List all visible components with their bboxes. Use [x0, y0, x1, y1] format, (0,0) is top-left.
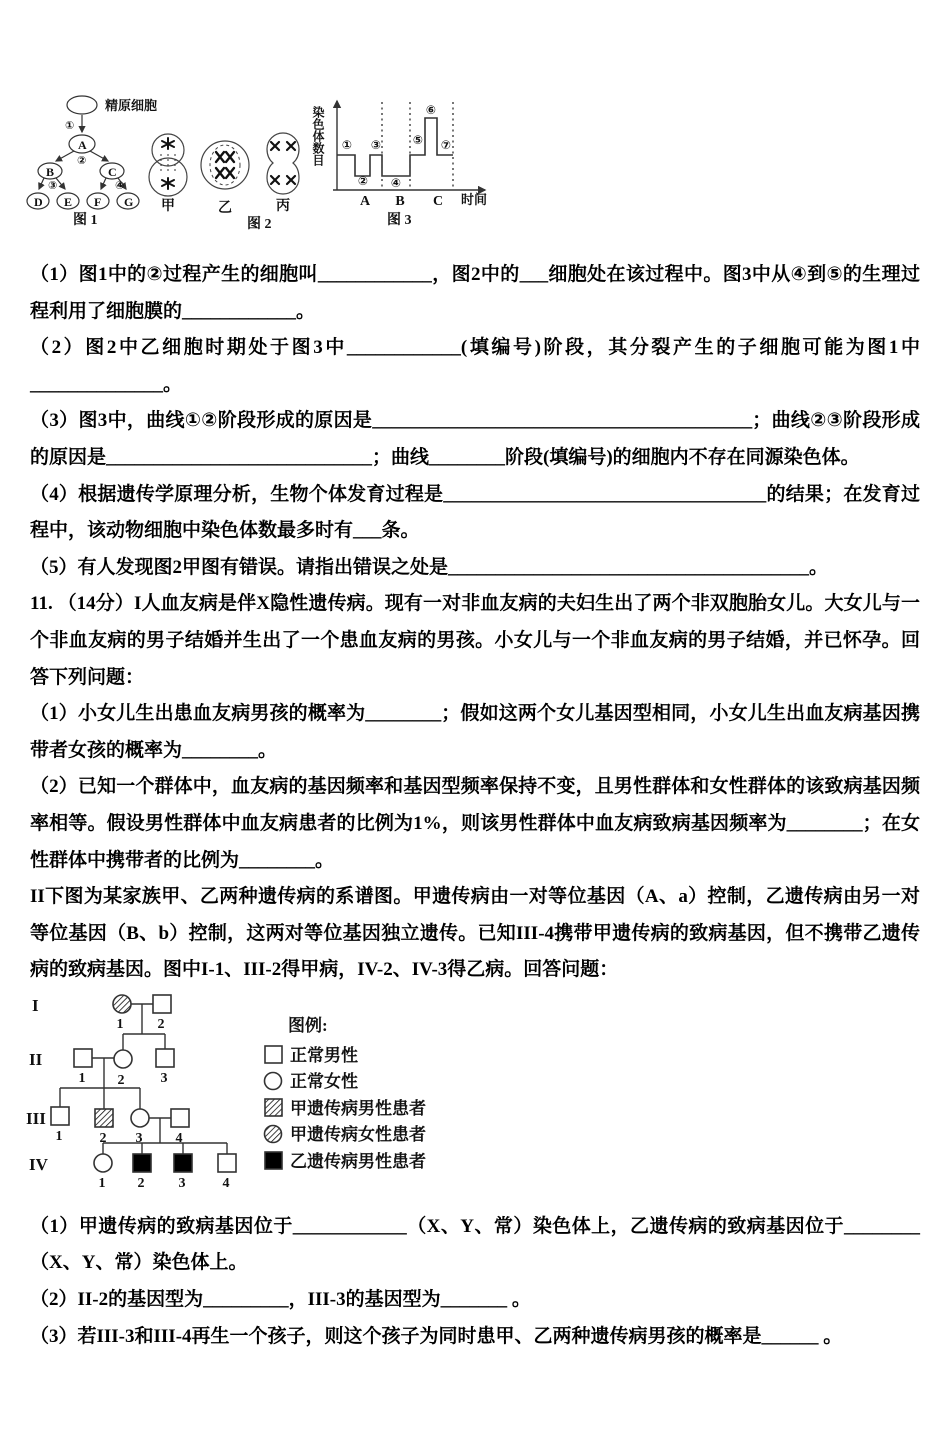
q10-item-3: （3）图3中，曲线①②阶段形成的原因是________________________________________；曲线②③阶段形成的原因是____________________________；曲线________阶段(填编号)的细胞内不存在同源染色体。 [30, 410, 920, 468]
pedigree-individual-IV-1 [94, 1154, 112, 1172]
curve-point-3: ③ [370, 138, 382, 152]
num-I-1: 1 [116, 1016, 124, 1032]
figure-2-cells [149, 133, 299, 232]
q10-item-2: （2）图2中乙细胞时期处于图3中____________(填编号)阶段，其分裂产生的子细胞可能为图1中______________。 [30, 337, 920, 395]
cell-F-letter: F [94, 195, 102, 209]
step-2-label: ② [77, 155, 87, 167]
q10-item-1: （1）图1中的②过程产生的细胞叫____________，图2中的___细胞处在该过程中。图3中从④到⑤的生理过程利用了细胞膜的____________。 [30, 264, 920, 322]
q11-item-2: （2）已知一个群体中，血友病的基因频率和基因型频率保持不变，且男性群体和女性群体的该致病基因频率相等。假设男性群体中血友病患者的比例为1%，则该男性群体中血友病致病基因频率为________；在女性群体中携带者的比例为________。 [30, 776, 920, 871]
legend-label-disease-a-male: 甲遗传病男性患者 [290, 1098, 426, 1118]
q11-intro: 11. （14分）I人血友病是伴X隐性遗传病。现有一对非血友病的夫妇生出了两个非双胞胎女儿。大女儿与一个非血友病的男子结婚并生出了一个患血友病的男孩。小女儿与一个非血友病的男子结婚，并已怀孕。回答下列问题： [30, 593, 920, 688]
legend-title: 图例: [288, 1015, 328, 1035]
phase-B-label: B [395, 194, 405, 209]
legend-filled-square-icon [265, 1152, 282, 1169]
figure-2-caption: 图 2 [247, 217, 272, 232]
curve-point-4: ④ [390, 176, 402, 190]
part2-item-1: （1）甲遗传病的致病基因位于____________（X、Y、常）染色体上，乙遗传病的致病基因位于________（X、Y、常）染色体上。 [30, 1215, 920, 1274]
num-I-2: 2 [157, 1016, 165, 1032]
pedigree-figure [20, 991, 950, 1201]
cell-G-letter: G [124, 195, 134, 209]
pedigree-individual-IV-2 [133, 1154, 151, 1172]
pedigree-individual-IV-4 [218, 1154, 236, 1172]
x-axis-label: 时间 [461, 192, 488, 207]
generation-I-label: I [32, 995, 39, 1015]
num-II-2: 2 [117, 1072, 125, 1088]
cell-A-letter: A [78, 138, 87, 152]
num-III-1: 1 [55, 1128, 63, 1144]
top-figures [25, 88, 950, 245]
cell-division-figures-svg [25, 88, 495, 240]
part2-item-3: （3）若III-3和III-4再生一个孩子，则这个孩子为同时患甲、乙两种遗传病男孩的概率是______ 。 [30, 1325, 843, 1347]
legend-label-normal-male: 正常男性 [290, 1045, 358, 1065]
pedigree-individual-III-4 [171, 1109, 189, 1127]
pedigree-individual-IV-3 [174, 1154, 192, 1172]
legend-label-normal-female: 正常女性 [290, 1071, 358, 1091]
pedigree-individual-III-2 [95, 1109, 113, 1127]
num-IV-3: 3 [178, 1175, 186, 1191]
step-4-label: ④ [115, 180, 125, 192]
num-III-4: 4 [175, 1130, 183, 1146]
cell-yi-drawing [201, 141, 249, 216]
curve-point-5: ⑤ [412, 133, 424, 147]
curve-point-6: ⑥ [425, 103, 437, 117]
legend-empty-square-icon [265, 1046, 282, 1063]
curve-point-1: ① [341, 138, 353, 152]
cell-E-letter: E [64, 195, 73, 209]
q10-item-5: （5）有人发现图2甲图有错误。请指出错误之处是______________________________________。 [30, 556, 829, 578]
cell-jia-drawing [149, 134, 187, 214]
legend-label-disease-b-male: 乙遗传病男性患者 [290, 1151, 426, 1171]
curve-point-7: ⑦ [440, 138, 452, 152]
curve-point-2: ② [357, 174, 369, 188]
pedigree-individual-II-2 [114, 1050, 132, 1068]
figure-3-chart [311, 101, 487, 228]
legend-hatched-square-icon [265, 1099, 282, 1116]
legend-empty-circle-icon [265, 1072, 282, 1089]
step-1-label: ① [65, 120, 75, 132]
cell-bing-label: 丙 [276, 199, 290, 214]
pedigree-individual-III-3 [131, 1109, 149, 1127]
pedigree-individual-I-1 [113, 995, 131, 1013]
pedigree-individual-I-2 [153, 995, 171, 1013]
pedigree-individual-II-3 [156, 1049, 174, 1067]
step-3-label: ③ [48, 180, 58, 192]
phase-A-label: A [359, 194, 371, 209]
phase-C-label: C [432, 194, 444, 209]
generation-II-label: II [29, 1049, 43, 1069]
generation-IV-label: IV [29, 1154, 48, 1174]
pedigree-individual-III-1 [51, 1107, 69, 1125]
num-II-3: 3 [160, 1070, 168, 1086]
part2-item-2: （2）II-2的基因型为_________，III-3的基因型为_______ 。 [30, 1289, 531, 1311]
y-axis-label: 染色体数目 [311, 106, 325, 166]
legend-label-disease-a-female: 甲遗传病女性患者 [290, 1124, 426, 1144]
num-III-2: 2 [99, 1130, 107, 1146]
cell-B-letter: B [46, 165, 55, 179]
chromosome-number-curve [337, 118, 453, 176]
cell-yi-label: 乙 [218, 201, 232, 216]
pedigree-individual-II-1 [74, 1049, 92, 1067]
cell-bing-drawing [267, 133, 299, 214]
generation-labels [26, 996, 49, 1174]
spermatogonium-label: 精原细胞 [105, 98, 158, 113]
num-IV-2: 2 [137, 1175, 145, 1191]
spermatogonium-oval [67, 96, 97, 114]
figure-1-lineage-tree [27, 96, 157, 228]
pedigree-legend [265, 1015, 427, 1171]
num-IV-4: 4 [222, 1175, 230, 1191]
pedigree-svg [20, 991, 490, 1196]
num-IV-1: 1 [98, 1175, 106, 1191]
part2-question-block [30, 1209, 920, 1355]
figure-1-caption: 图 1 [73, 213, 98, 228]
question-text-block [30, 257, 920, 989]
cell-D-letter: D [34, 195, 43, 209]
cell-jia-label: 甲 [161, 199, 175, 214]
figure-3-caption: 图 3 [387, 213, 412, 228]
num-III-3: 3 [135, 1130, 143, 1146]
q11-item-1: （1）小女儿生出患血友病男孩的概率为________；假如这两个女儿基因型相同，小女儿生出血友病基因携带者女孩的概率为________。 [30, 703, 920, 761]
legend-hatched-circle-icon [265, 1125, 282, 1142]
generation-III-label: III [26, 1108, 46, 1128]
cell-C-letter: C [108, 165, 117, 179]
q10-item-4: （4）根据遗传学原理分析，生物个体发育过程是__________________________________的结果；在发育过程中，该动物细胞中染色体数最多时有___条。 [30, 483, 920, 542]
q11-part2-intro: II下图为某家族甲、乙两种遗传病的系谱图。甲遗传病由一对等位基因（A、a）控制，乙遗传病由另一对等位基因（B、b）控制，这两对等位基因独立遗传。已知III-4携带甲遗传病的致病基因，但不携带乙遗传病的致病基因。图中I-1、III-2得甲病，IV-2、IV-3得乙病。回答问题： [30, 886, 920, 981]
num-II-1: 1 [78, 1070, 86, 1086]
